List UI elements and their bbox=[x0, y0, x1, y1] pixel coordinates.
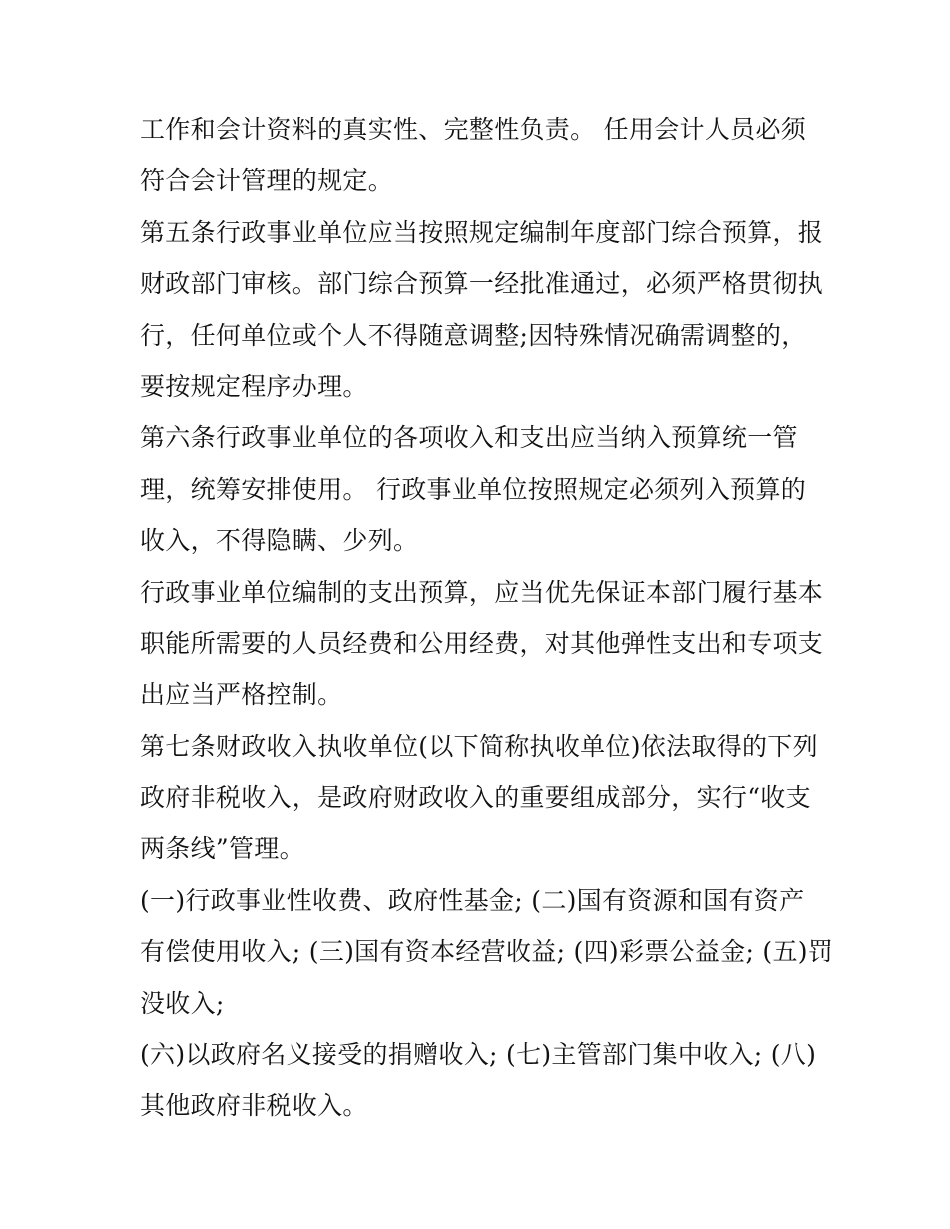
text-line-8: 理，统筹安排使用。 行政事业单位按照规定必须列入预算的 bbox=[140, 474, 807, 504]
text-line-11: 职能所需要的人员经费和公用经费，对其他弹性支出和专项支 bbox=[140, 628, 824, 658]
text-line-17: 有偿使用收入; (三)国有资本经营收益; (四)彩票公益金; (五)罚 bbox=[140, 937, 834, 967]
text-line-14: 政府非税收入，是政府财政收入的重要组成部分，实行“收支 bbox=[140, 783, 811, 813]
text-line-1: 工作和会计资料的真实性、完整性负责。 任用会计人员必须 bbox=[140, 115, 807, 144]
text-line-10: 行政事业单位编制的支出预算，应当优先保证本部门履行基本 bbox=[140, 577, 824, 607]
text-line-13: 第七条财政收入执收单位(以下简称执收单位)依法取得的下列 bbox=[140, 731, 818, 761]
text-line-15: 两条线”管理。 bbox=[140, 834, 305, 864]
text-line-19: (六)以政府名义接受的捐赠收入; (七)主管部门集中收入; (八) bbox=[140, 1040, 817, 1070]
text-line-3: 第五条行政事业单位应当按照规定编制年度部门综合预算，报 bbox=[140, 217, 824, 247]
text-line-20: 其他政府非税收入。 bbox=[140, 1091, 368, 1121]
text-line-6: 要按规定程序办理。 bbox=[140, 371, 368, 401]
text-line-16: (一)行政事业性收费、政府性基金; (二)国有资源和国有资产 bbox=[140, 885, 805, 915]
text-line-18: 没收入; bbox=[140, 988, 225, 1018]
text-line-4: 财政部门审核。部门综合预算一经批准通过，必须严格贯彻执 bbox=[140, 269, 824, 299]
text-line-12: 出应当严格控制。 bbox=[140, 680, 343, 710]
text-line-2: 符合会计管理的规定。 bbox=[140, 166, 394, 196]
text-line-5: 行，任何单位或个人不得随意调整;因特殊情况确需调整的， bbox=[140, 320, 807, 350]
document-body bbox=[140, 104, 834, 1132]
text-line-9: 收入，不得隐瞒、少列。 bbox=[140, 526, 419, 556]
text-line-7: 第六条行政事业单位的各项收入和支出应当纳入预算统一管 bbox=[140, 423, 798, 453]
